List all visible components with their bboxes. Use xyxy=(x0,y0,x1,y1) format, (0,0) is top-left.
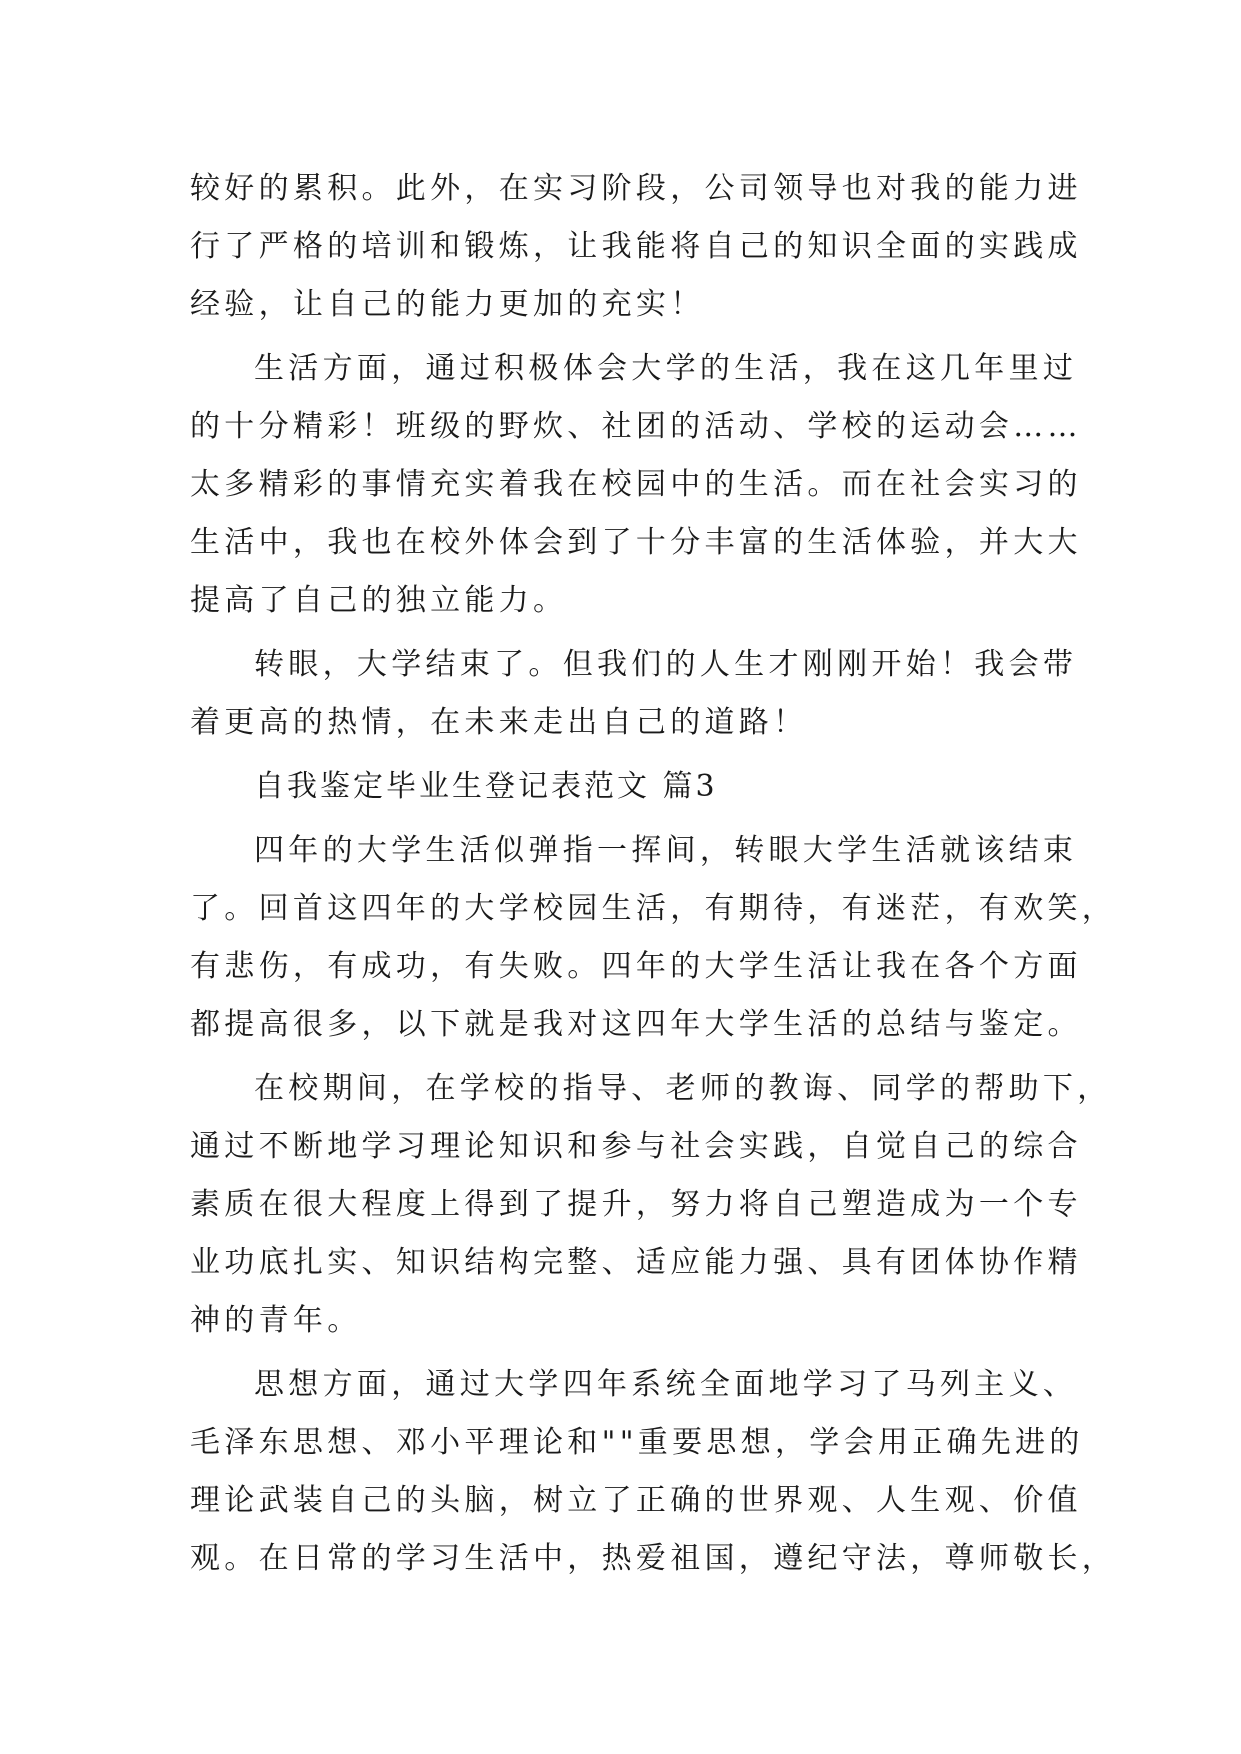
section-heading xyxy=(190,758,1070,816)
text-line: 着更高的热情，在未来走出自己的道路！ xyxy=(190,705,808,740)
text-line: 生活中，我也在校外体会到了十分丰富的生活体验，并大大 xyxy=(190,525,1082,560)
text-line: 素质在很大程度上得到了提升，努力将自己塑造成为一个专 xyxy=(190,1187,1082,1222)
text-line: 了。回首这四年的大学校园生活，有期待，有迷茫，有欢笑， xyxy=(190,891,1117,926)
text-line: 在校期间，在学校的指导、老师的教诲、同学的帮助下， xyxy=(254,1071,1112,1106)
text-line: 四年的大学生活似弹指一挥间，转眼大学生活就该结束 xyxy=(254,833,1078,868)
text-line: 提高了自己的独立能力。 xyxy=(190,583,568,618)
text-line: 业功底扎实、知识结构完整、适应能力强、具有团体协作精 xyxy=(190,1245,1082,1280)
text-line: 生活方面，通过积极体会大学的生活，我在这几年里过 xyxy=(254,351,1078,386)
paragraph-life xyxy=(190,340,1082,630)
text-line: 都提高很多，以下就是我对这四年大学生活的总结与鉴定。 xyxy=(190,1007,1082,1042)
text-line: 通过不断地学习理论知识和参与社会实践，自觉自己的综合 xyxy=(190,1129,1082,1164)
section-title: 自我鉴定毕业生登记表范文 篇3 xyxy=(254,769,718,804)
paragraph-ideology xyxy=(190,1356,1117,1588)
text-line: 观。在日常的学习生活中，热爱祖国，遵纪守法，尊师敬长， xyxy=(190,1541,1117,1576)
text-line: 毛泽东思想、邓小平理论和""重要思想，学会用正确先进的 xyxy=(190,1425,1084,1460)
text-line: 转眼，大学结束了。但我们的人生才刚刚开始！我会带 xyxy=(254,647,1078,682)
paragraph-accumulation xyxy=(190,160,1082,334)
paragraph-four-years xyxy=(190,822,1117,1054)
paragraph-school-period xyxy=(190,1060,1112,1350)
text-line: 的十分精彩！班级的野炊、社团的活动、学校的运动会…… xyxy=(190,409,1082,444)
text-line: 行了严格的培训和锻炼，让我能将自己的知识全面的实践成 xyxy=(190,229,1082,264)
text-line: 理论武装自己的头脑，树立了正确的世界观、人生观、价值 xyxy=(190,1483,1082,1518)
text-line: 思想方面，通过大学四年系统全面地学习了马列主义、 xyxy=(254,1367,1078,1402)
paragraph-conclusion xyxy=(190,636,1078,752)
text-line: 太多精彩的事情充实着我在校园中的生活。而在社会实习的 xyxy=(190,467,1082,502)
text-line: 经验，让自己的能力更加的充实！ xyxy=(190,287,705,322)
text-line: 有悲伤，有成功，有失败。四年的大学生活让我在各个方面 xyxy=(190,949,1082,984)
text-line: 较好的累积。此外，在实习阶段，公司领导也对我的能力进 xyxy=(190,171,1082,206)
text-line: 神的青年。 xyxy=(190,1303,362,1338)
document-body xyxy=(190,160,1117,1588)
